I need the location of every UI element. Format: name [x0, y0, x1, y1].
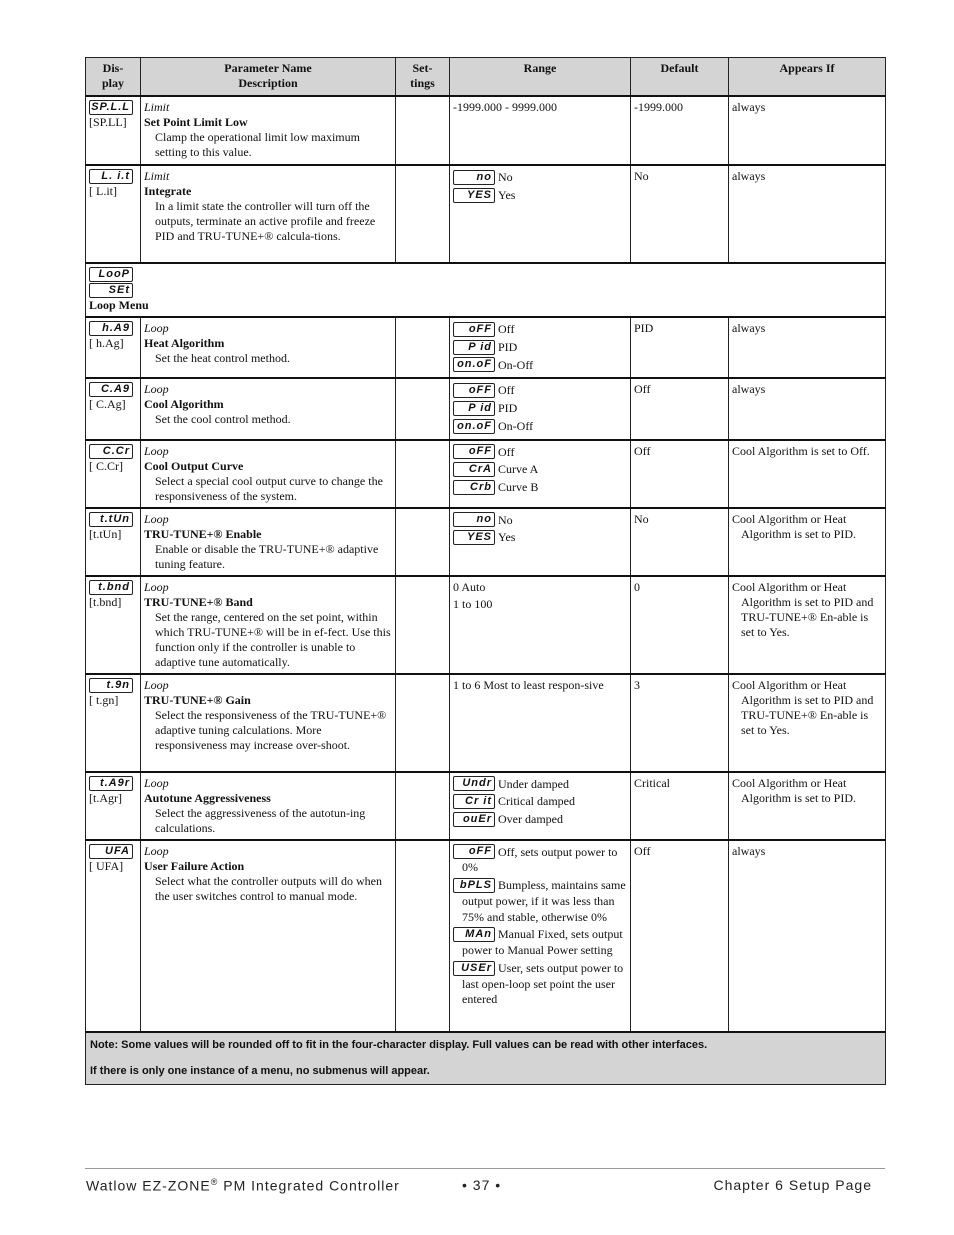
param-description: Select the responsiveness of the TRU-TUNE+® adaptive tuning calculations. More responsiveness may increase over-shoot.	[155, 707, 387, 752]
range-option	[453, 479, 627, 495]
range-option	[453, 529, 627, 545]
param-name: TRU-TUNE+® Gain	[144, 692, 251, 707]
option-label: PID	[498, 339, 518, 354]
settings-cell	[396, 440, 450, 508]
settings-cell	[396, 378, 450, 439]
option-label: Under damped	[498, 776, 569, 791]
lcd-option-code: no	[453, 170, 495, 185]
option-label: Curve B	[498, 479, 539, 494]
default-value: No	[634, 169, 649, 183]
option-label: PID	[498, 400, 518, 415]
footer-chapter: Chapter 6 Setup Page	[713, 1177, 872, 1193]
param-name: User Failure Action	[144, 858, 245, 873]
appears-if-text: always	[732, 382, 766, 397]
param-description: Select a special cool output curve to change the responsiveness of the system.	[155, 473, 383, 503]
header-parameter	[141, 58, 396, 97]
header-range: Range	[450, 58, 631, 97]
param-name: Cool Output Curve	[144, 458, 244, 473]
lcd-option-code: P id	[453, 340, 495, 355]
range-option	[453, 187, 627, 203]
range-option	[453, 793, 627, 809]
param-name: Set Point Limit Low	[144, 115, 248, 129]
option-label: Bumpless, maintains same output power, if it was less than 75% and stable, otherwise 0%	[462, 877, 626, 924]
range-option	[453, 811, 627, 827]
range-line: 0 Auto	[453, 579, 486, 594]
param-description: Set the range, centered on the set point, within which TRU-TUNE+® will be in ef-fect. Use this function only if the controller is unable to adaptive tune automatically.	[155, 609, 391, 669]
header-param-desc: Description	[238, 76, 298, 90]
option-label: Off	[498, 383, 515, 397]
menu-row	[86, 263, 886, 317]
range-option	[453, 382, 627, 398]
appears-if-text: Cool Algorithm is set to Off.	[732, 443, 870, 458]
range-option	[453, 877, 627, 924]
lcd-option-code: Crb	[453, 480, 495, 495]
settings-cell	[396, 96, 450, 165]
table-row	[86, 378, 886, 439]
param-code: [t.Agr]	[89, 790, 122, 805]
lcd-option-code: no	[453, 512, 495, 527]
appears-if-text: always	[732, 843, 766, 858]
default-value: 0	[634, 579, 640, 594]
param-name: Autotune Aggressiveness	[144, 790, 271, 805]
footer-product-suffix: PM Integrated Controller	[218, 1177, 400, 1194]
header-display: Dis- play	[86, 58, 141, 97]
lcd-option-code: MAn	[453, 927, 495, 942]
param-name: Heat Algorithm	[144, 336, 225, 350]
default-value: -1999.000	[634, 100, 683, 114]
param-description: Set the cool control method.	[155, 412, 291, 427]
settings-cell	[396, 674, 450, 772]
range-option	[453, 418, 627, 434]
range-option	[453, 512, 627, 528]
appears-if-text: always	[732, 100, 766, 114]
option-label: Off	[498, 321, 515, 336]
option-label: No	[498, 512, 513, 527]
param-category: Loop	[144, 511, 169, 526]
settings-cell	[396, 772, 450, 840]
appears-if-text: always	[732, 321, 766, 335]
range-line: 1 to 100	[453, 596, 493, 611]
option-label: Over damped	[498, 811, 563, 826]
lcd-option-code: USEr	[453, 961, 495, 976]
param-code: [ UFA]	[89, 858, 124, 873]
range-text: 1 to 6 Most to least respon-sive	[453, 677, 604, 692]
note-text: Note: Some values will be rounded off to fit in the four-character display. Full values can be read with other interfaces.	[90, 1038, 708, 1051]
lcd-option-code: on.oF	[453, 357, 495, 372]
param-category: Loop	[144, 382, 169, 397]
table-row	[86, 96, 886, 165]
header-default: Default	[631, 58, 729, 97]
appears-if-text: Cool Algorithm or Heat Algorithm is set to PID and TRU-TUNE+® En-able is set to Yes.	[732, 677, 874, 737]
header-param-name: Parameter Name	[224, 61, 312, 75]
lcd-option-code: CrA	[453, 462, 495, 477]
param-code: [ t.gn]	[89, 692, 119, 707]
option-label: Manual Fixed, sets output power to Manual Power setting	[462, 927, 623, 957]
table-row	[86, 674, 886, 772]
lcd-display-code: t.9n	[89, 678, 133, 693]
appears-if-text: Cool Algorithm or Heat Algorithm is set to PID.	[732, 775, 857, 805]
range-option	[453, 926, 627, 958]
lcd-display-code: C.Cr	[89, 444, 133, 459]
param-category: Loop	[144, 321, 169, 335]
option-label: On-Off	[498, 418, 534, 433]
lcd-display-code: h.A9	[89, 321, 133, 336]
option-label: Yes	[498, 187, 516, 202]
option-label: Off, sets output power to 0%	[462, 844, 618, 874]
lcd-display-code: t.A9r	[89, 776, 133, 791]
option-label: Curve A	[498, 462, 539, 476]
lcd-option-code: oFF	[453, 383, 495, 398]
param-code: [ C.Cr]	[89, 458, 123, 473]
param-description: Select the aggressiveness of the autotun-ing calculations.	[155, 805, 366, 835]
param-code: [ C.Ag]	[89, 397, 126, 412]
param-category: Loop	[144, 677, 169, 692]
param-category: Limit	[144, 100, 170, 114]
param-name: TRU-TUNE+® Enable	[144, 526, 262, 541]
note-text: If there is only one instance of a menu, no submenus will appear.	[90, 1064, 430, 1077]
footer-reg-mark: ®	[210, 1177, 219, 1187]
option-label: User, sets output power to last open-loop set point the user entered	[462, 960, 624, 1006]
range-option	[453, 444, 627, 460]
lcd-display-code: L. i.t	[89, 169, 133, 184]
footer-divider	[85, 1168, 885, 1169]
table-row	[86, 576, 886, 674]
lcd-option-code: bPLS	[453, 878, 495, 893]
footer-product-prefix: Watlow EZ-ZONE	[86, 1177, 211, 1194]
lcd-option-code: ouEr	[453, 812, 495, 827]
range-option	[453, 321, 627, 337]
lcd-option-code: YES	[453, 530, 495, 545]
table-row	[86, 772, 886, 840]
table-row	[86, 440, 886, 508]
default-value: 3	[634, 677, 640, 692]
header-settings: Set- tings	[396, 58, 450, 97]
range-option	[453, 357, 627, 373]
settings-cell	[396, 576, 450, 674]
appears-if-text: Cool Algorithm or Heat Algorithm is set to PID.	[732, 511, 857, 541]
appears-if-text: always	[732, 169, 766, 183]
param-description: Select what the controller outputs will do when the user switches control to manual mode.	[155, 873, 382, 903]
lcd-display-code: t.bnd	[89, 580, 133, 595]
param-category: Loop	[144, 775, 169, 790]
lcd-option-code: Undr	[453, 776, 495, 791]
param-category: Loop	[144, 843, 169, 858]
settings-cell	[396, 840, 450, 1032]
footer-product	[86, 1177, 400, 1194]
range-option	[453, 339, 627, 355]
param-code: [t.bnd]	[89, 594, 122, 609]
range-text: -1999.000 - 9999.000	[453, 100, 557, 114]
default-value: Off	[634, 443, 651, 458]
footer-page-number: • 37 •	[462, 1177, 502, 1193]
lcd-display-code: C.A9	[89, 382, 133, 397]
param-category: Loop	[144, 579, 169, 594]
param-description: In a limit state the controller will turn off the outputs, terminate an active profile and freeze PID and TRU-TUNE+® calcula-tions.	[155, 199, 376, 243]
param-name: Integrate	[144, 184, 192, 198]
option-label: On-Off	[498, 357, 534, 372]
param-code: [ h.Ag]	[89, 336, 124, 350]
param-description: Enable or disable the TRU-TUNE+® adaptive tuning feature.	[155, 541, 379, 571]
range-option	[453, 776, 627, 792]
appears-if-text: Cool Algorithm or Heat Algorithm is set to PID and TRU-TUNE+® En-able is set to Yes.	[732, 579, 874, 639]
lcd-option-code: oFF	[453, 844, 495, 859]
default-value: PID	[634, 321, 654, 335]
param-code: [t.tUn]	[89, 526, 122, 541]
param-name: TRU-TUNE+® Band	[144, 594, 253, 609]
param-description: Set the heat control method.	[155, 351, 290, 365]
settings-cell	[396, 508, 450, 576]
param-code: [ L.it]	[89, 184, 117, 198]
lcd-menu-code: SEt	[89, 283, 133, 298]
menu-label: Loop Menu	[89, 298, 149, 312]
lcd-option-code: YES	[453, 188, 495, 203]
option-label: Yes	[498, 530, 516, 544]
option-label: Critical damped	[498, 794, 575, 808]
lcd-option-code: oFF	[453, 322, 495, 337]
table-row	[86, 165, 886, 263]
header-appears-if: Appears If	[729, 58, 886, 97]
range-option	[453, 844, 627, 876]
param-description: Clamp the operational limit low maximum setting to this value.	[155, 130, 360, 159]
lcd-option-code: on.oF	[453, 419, 495, 434]
table-row	[86, 840, 886, 1032]
settings-cell	[396, 317, 450, 378]
lcd-option-code: Cr it	[453, 794, 495, 809]
default-value: Off	[634, 843, 651, 858]
default-value: No	[634, 511, 649, 526]
table-row	[86, 317, 886, 378]
param-category: Loop	[144, 443, 169, 458]
note-row	[86, 1032, 886, 1085]
table-header-row	[86, 58, 886, 97]
default-value: Off	[634, 382, 651, 397]
range-option	[453, 960, 627, 1007]
lcd-display-code: SP.L.L	[89, 100, 133, 115]
param-category: Limit	[144, 169, 170, 183]
option-label: Off	[498, 444, 515, 459]
table-row	[86, 508, 886, 576]
param-code: [SP.LL]	[89, 115, 127, 129]
range-option	[453, 169, 627, 185]
lcd-display-code: t.tUn	[89, 512, 133, 527]
param-name: Cool Algorithm	[144, 397, 224, 412]
range-option	[453, 400, 627, 416]
lcd-display-code: UFA	[89, 844, 133, 859]
range-option	[453, 461, 627, 477]
lcd-menu-code: LooP	[89, 267, 133, 282]
lcd-option-code: P id	[453, 401, 495, 416]
lcd-option-code: oFF	[453, 444, 495, 459]
parameter-table	[85, 57, 886, 1085]
default-value: Critical	[634, 775, 670, 790]
option-label: No	[498, 169, 513, 184]
settings-cell	[396, 165, 450, 263]
